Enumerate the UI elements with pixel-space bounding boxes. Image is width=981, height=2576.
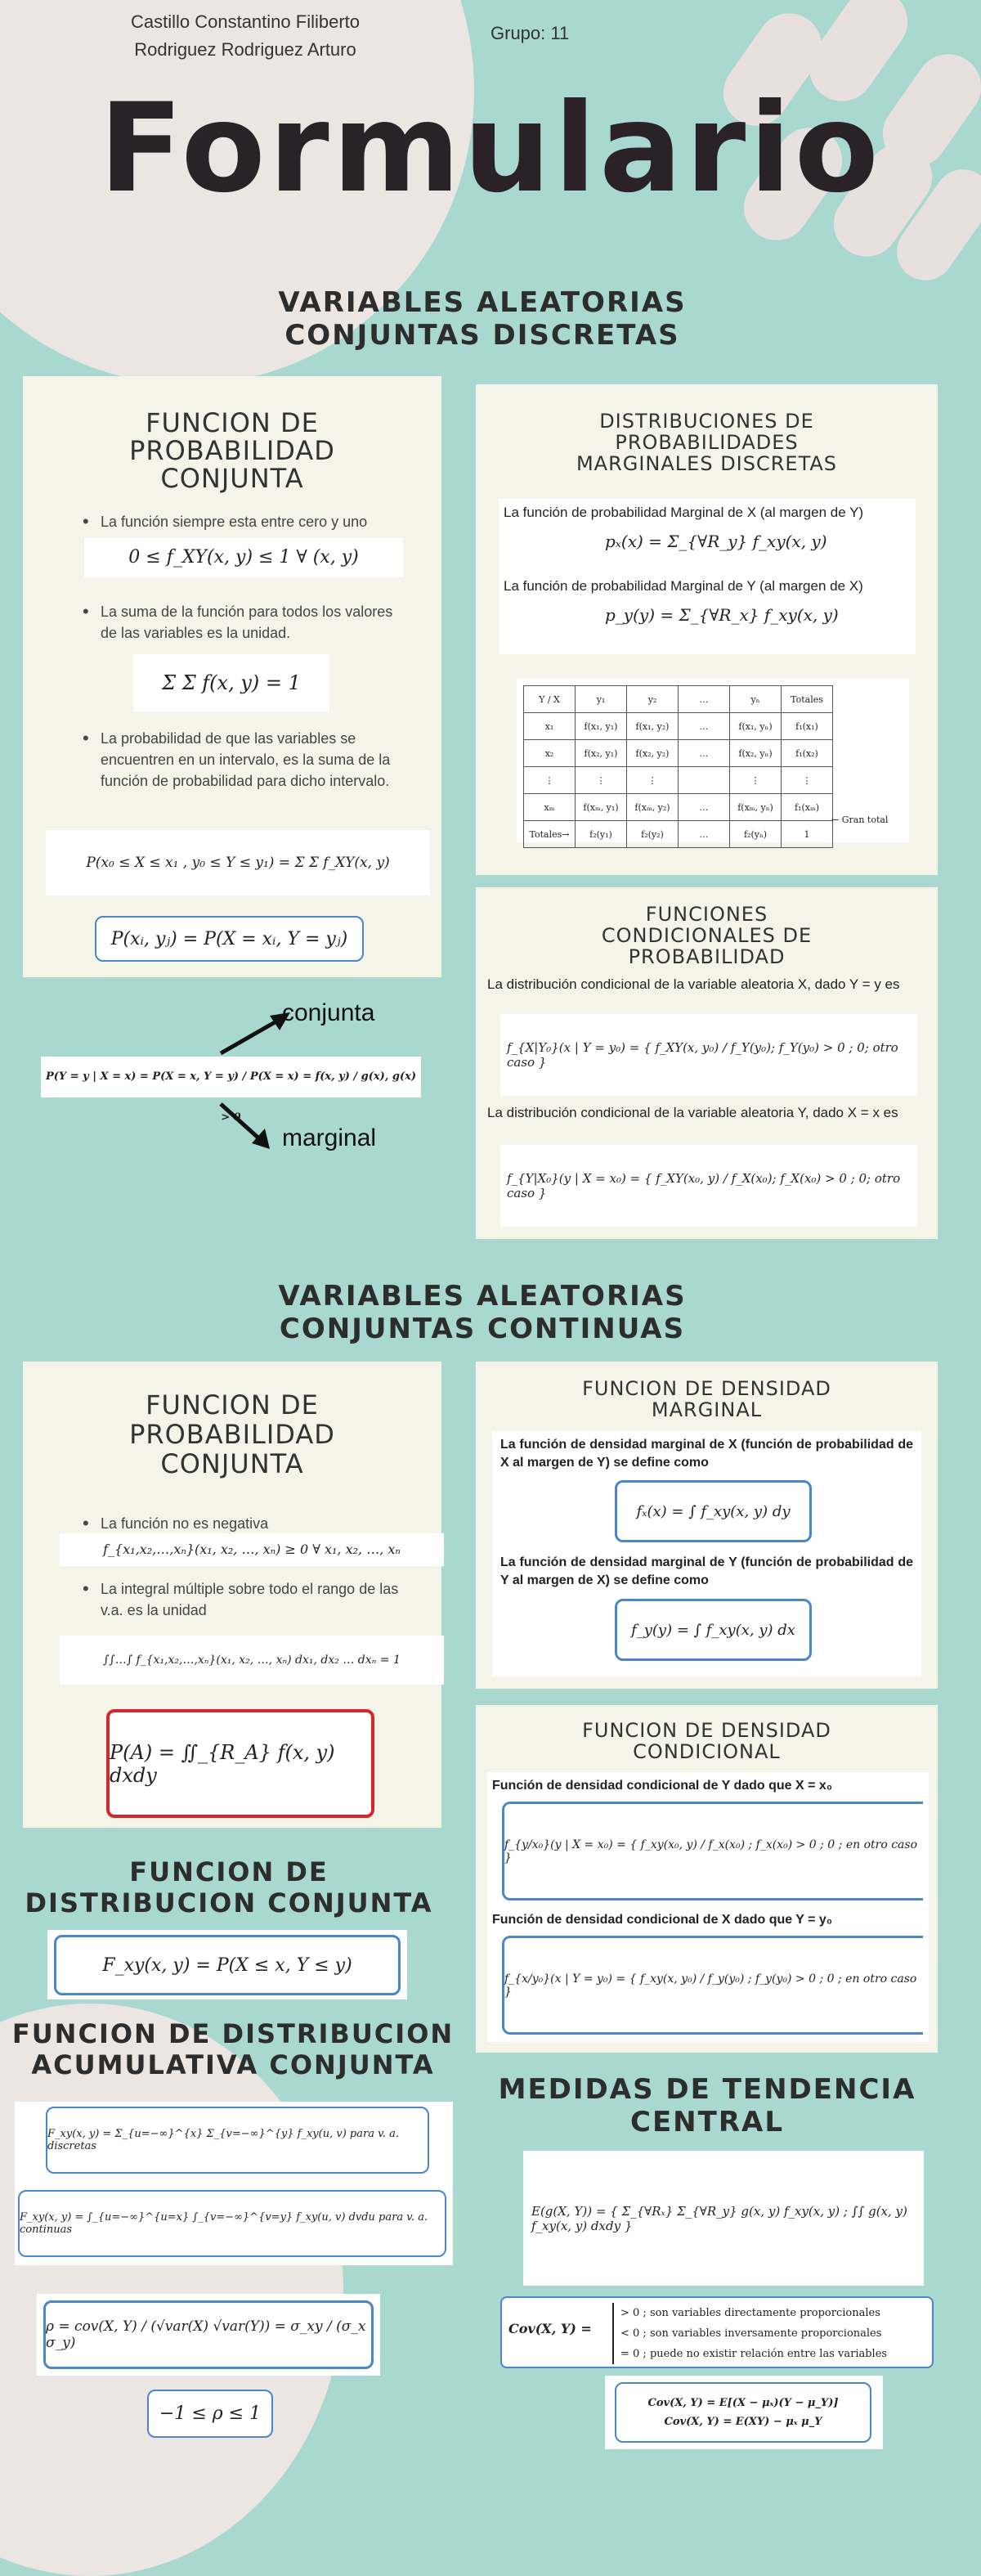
conditional-x-text: La distribución condicional de la variable aleatoria X, dado Y = y es	[487, 976, 900, 992]
formula-joint-distribution: F_xy(x, y) = P(X ≤ x, Y ≤ y)	[54, 1935, 401, 1995]
section-title-central-tendency	[490, 2073, 924, 2138]
table-cell: …	[679, 821, 730, 848]
formula-marginal-density-x: fₓ(x) = ∫ f_xy(x, y) dy	[615, 1480, 812, 1542]
section-title-line: FUNCION DE DISTRIBUCION	[11, 2018, 455, 2049]
table-cell: f(x₂, yₙ)	[730, 740, 782, 767]
table-cell: ⋮	[524, 767, 576, 794]
table-cell: ⋮	[730, 767, 782, 794]
table-cell: x₁	[524, 713, 576, 740]
card-title-line: FUNCIONES	[645, 903, 768, 926]
marginal-formulas-panel	[499, 499, 916, 654]
table-cell: f₂(y₁)	[576, 821, 627, 848]
card-title	[476, 411, 938, 474]
bullet-text: • La función no es negativa	[101, 1513, 411, 1534]
table-row	[524, 767, 833, 794]
covariance-label: Cov(X, Y) =	[508, 2321, 592, 2336]
cumulative-formula-panel	[15, 2102, 453, 2265]
bullet-text: • La probabilidad de que las variables se encuentren en un intervalo, es la suma de la función de probabilidad para dicho intervalo.	[101, 728, 411, 792]
covariance-case-zero: = 0 ; puede no existir relación entre las variables	[620, 2348, 888, 2360]
table-cell: …	[679, 713, 730, 740]
table-cell: f₂(yₙ)	[730, 821, 782, 848]
formula-correlation: ρ = cov(X, Y) / (√var(X) √var(Y)) = σ_xy / (σ_x σ_y)	[43, 2300, 374, 2369]
card-title	[476, 1720, 938, 1762]
covariance-panel	[500, 2296, 934, 2368]
formula-interval-probability: P(x₀ ≤ X ≤ x₁ , y₀ ≤ Y ≤ y₁) = Σ Σ f_XY(x, y)	[46, 830, 430, 895]
arrow-down-head	[252, 1129, 270, 1149]
conditional-density-x-text: Función de densidad condicional de X dado que Y = y₀	[492, 1913, 833, 1927]
card-title-line: FUNCION DE DENSIDAD	[582, 1719, 831, 1742]
card-title-line: MARGINALES DISCRETAS	[576, 452, 838, 475]
section-title-line: CONJUNTAS DISCRETAS	[284, 319, 680, 352]
covariance-definition-box	[615, 2382, 871, 2443]
covariance-case-positive: > 0 ; son variables directamente proporcionales	[620, 2307, 880, 2319]
card-title	[476, 1378, 938, 1420]
formula-expectation: E(g(X, Y)) = { Σ_{∀Rₓ} Σ_{∀R_y} g(x, y) f_xy(x, y) ; ∫∫ g(x, y) f_xy(x, y) dxdy }	[523, 2151, 924, 2286]
table-cell: f₁(x₂)	[782, 740, 833, 767]
table-cell: x₂	[524, 740, 576, 767]
marginal-table	[523, 685, 833, 848]
section-title-line: VARIABLES ALEATORIAS	[278, 286, 687, 319]
card-title-line: FUNCION DE DENSIDAD	[582, 1377, 831, 1400]
table-cell: f(xₘ, y₂)	[627, 794, 679, 821]
formula-integral-unity: ∫∫…∫ f_{x₁,x₂,…,xₙ}(x₁, x₂, …, xₙ) dx₁, dx₂ … dxₙ = 1	[60, 1636, 444, 1685]
distribution-formula-panel	[47, 1930, 407, 1999]
table-cell: ⋮	[782, 767, 833, 794]
table-row	[524, 740, 833, 767]
card-title-line: FUNCION DE	[146, 407, 319, 438]
card-title-line: CONJUNTA	[160, 463, 304, 494]
table-cell: xₘ	[524, 794, 576, 821]
label-conjunta: conjunta	[282, 999, 375, 1026]
page-title: Formulario	[99, 78, 882, 220]
section-title-continuous	[164, 1280, 801, 1345]
formula-conditional-relation: P(Y = y | X = x) = P(X = x, Y = y) / P(X = x) = f(x, y) / g(x), g(x) > 0	[41, 1057, 421, 1097]
card-discrete-conditional	[476, 887, 938, 1239]
table-row	[524, 713, 833, 740]
table-row	[524, 794, 833, 821]
table-cell: f₁(x₁)	[782, 713, 833, 740]
background-blob-bottom	[0, 2004, 343, 2576]
section-title-cumulative	[0, 2018, 466, 2080]
section-title-line: VARIABLES ALEATORIAS	[278, 1280, 687, 1313]
card-title	[23, 409, 441, 492]
card-title-line: PROBABILIDAD	[129, 1419, 335, 1450]
arrow-up-line	[221, 1018, 282, 1053]
card-discrete-joint-probability	[23, 376, 441, 977]
table-cell: f₁(xₘ)	[782, 794, 833, 821]
formula-marginal-x: pₓ(x) = Σ_{∀R_y} f_xy(x, y)	[605, 532, 827, 551]
formula-non-negative: f_{x₁,x₂,…,xₙ}(x₁, x₂, …, xₙ) ≥ 0 ∀ x₁, x₂, …, xₙ	[60, 1533, 444, 1566]
arrow-down-line	[221, 1104, 262, 1141]
table-cell: ⋮	[576, 767, 627, 794]
table-cell: f(x₁, yₙ)	[730, 713, 782, 740]
card-title-line: CONJUNTA	[160, 1448, 304, 1479]
card-title-line: FUNCION DE	[146, 1389, 319, 1420]
table-cell: f(xₘ, yₙ)	[730, 794, 782, 821]
author-name: Rodriguez Rodriguez Arturo	[134, 39, 356, 60]
formula-probability-region: P(A) = ∬_{R_A} f(x, y) dxdy	[106, 1709, 374, 1818]
card-discrete-marginal	[476, 384, 938, 875]
table-header-cell: y₁	[576, 686, 627, 713]
section-title-line: MEDIDAS DE TENDENCIA	[498, 2073, 916, 2106]
section-title-line: FUNCION DE	[129, 1856, 329, 1887]
table-cell: …	[679, 794, 730, 821]
formula-conditional-density-y: f_{y/x₀}(y | X = x₀) = { f_xy(x₀, y) / f_x(x₀) ; f_x(x₀) > 0 ; 0 ; en otro caso }	[502, 1802, 923, 1901]
section-title-line: CONJUNTAS CONTINUAS	[279, 1313, 686, 1345]
formula-marginal-density-y: f_y(y) = ∫ f_xy(x, y) dx	[615, 1599, 812, 1661]
card-title	[476, 904, 938, 967]
marginal-density-panel	[492, 1431, 921, 1676]
table-cell	[679, 767, 730, 794]
table-cell: …	[679, 740, 730, 767]
card-title-line: CONDICIONAL	[633, 1740, 781, 1763]
covariance-definition-panel	[605, 2376, 883, 2449]
marginal-table-panel	[517, 679, 909, 842]
marginal-y-text: La función de probabilidad Marginal de Y (al margen de X)	[504, 578, 863, 594]
bullet-text: • La función siempre esta entre cero y uno	[101, 511, 428, 532]
table-cell: f(x₂, y₂)	[627, 740, 679, 767]
marginal-density-x-text: La función de densidad marginal de X (función de probabilidad de X al margen de Y) se define como	[500, 1438, 913, 1470]
formula-cumulative-discrete: F_xy(x, y) = Σ_{u=−∞}^{x} Σ_{v=−∞}^{y} f_xy(u, v) para v. a. discretas	[46, 2107, 429, 2174]
covariance-case-negative: < 0 ; son variables inversamente proporcionales	[620, 2327, 882, 2340]
card-title-line: CONDICIONALES DE	[601, 924, 813, 947]
table-cell: f₂(y₂)	[627, 821, 679, 848]
table-header-cell: …	[679, 686, 730, 713]
grand-total-label: ← Gran total	[831, 815, 889, 825]
card-title-line: PROBABILIDAD	[628, 945, 786, 968]
author-name: Castillo Constantino Filiberto	[130, 11, 361, 32]
section-title-discrete	[164, 286, 801, 352]
formula-conditional-y: f_{Y|X₀}(y | X = x₀) = { f_XY(x₀, y) / f_X(x₀); f_X(x₀) > 0 ; 0; otro caso }	[500, 1145, 917, 1227]
table-header-cell: yₙ	[730, 686, 782, 713]
card-title-line: DISTRIBUCIONES DE	[599, 410, 814, 433]
section-title-distribution	[0, 1856, 458, 1919]
bullet-text: • La integral múltiple sobre todo el rango de las v.a. es la unidad	[101, 1578, 411, 1621]
table-cell: 1	[782, 821, 833, 848]
formula-conditional-x: f_{X|Y₀}(x | Y = y₀) = { f_XY(x, y₀) / f_Y(y₀); f_Y(y₀) > 0 ; 0; otro caso }	[500, 1014, 917, 1096]
table-cell: f(x₁, y₂)	[627, 713, 679, 740]
formula-sum-unity: Σ Σ f(x, y) = 1	[133, 654, 329, 711]
table-cell: ⋮	[627, 767, 679, 794]
table-cell: f(x₂, y₁)	[576, 740, 627, 767]
label-marginal: marginal	[282, 1124, 377, 1151]
card-title-line: PROBABILIDAD	[129, 435, 335, 466]
covariance-cases	[612, 2303, 887, 2364]
formula-conditional-density-x: f_{x/y₀}(x | Y = y₀) = { f_xy(x, y₀) / f_y(y₀) ; f_y(y₀) > 0 ; 0 ; en otro caso }	[502, 1936, 923, 2035]
marginal-density-y-text: La función de densidad marginal de Y (función de probabilidad de Y al margen de X) se define como	[500, 1555, 913, 1587]
conditional-y-text: La distribución condicional de la variable aleatoria Y, dado X = x es	[487, 1105, 898, 1120]
card-conditional-density	[476, 1705, 938, 2053]
table-row	[524, 821, 833, 848]
table-cell: f(x₁, y₁)	[576, 713, 627, 740]
table-cell: Totales→	[524, 821, 576, 848]
table-row	[524, 686, 833, 713]
card-title-line: PROBABILIDADES	[615, 431, 799, 454]
section-title-line: ACUMULATIVA CONJUNTA	[31, 2049, 435, 2080]
formula-cumulative-continuous: F_xy(x, y) = ∫_{u=−∞}^{u=x} ∫_{v=−∞}^{v=y} f_xy(u, v) dvdu para v. a. continuas	[18, 2190, 446, 2257]
table-header-cell: Y / X	[524, 686, 576, 713]
table-header-cell: y₂	[627, 686, 679, 713]
conditional-density-panel	[487, 1772, 929, 2042]
card-title	[23, 1390, 441, 1479]
formula-covariance-2: Cov(X, Y) = E(XY) − μₓ μ_Y	[664, 2416, 822, 2428]
formula-range: 0 ≤ f_XY(x, y) ≤ 1 ∀ (x, y)	[84, 538, 403, 577]
formula-marginal-y: p_y(y) = Σ_{∀R_x} f_xy(x, y)	[605, 605, 839, 625]
group-label: Grupo: 11	[490, 23, 570, 43]
card-continuous-joint-probability	[23, 1362, 441, 1828]
correlation-formula-panel	[37, 2294, 380, 2376]
section-title-line: DISTRIBUCION CONJUNTA	[25, 1887, 433, 1919]
correlation-range: −1 ≤ ρ ≤ 1	[147, 2390, 273, 2438]
table-header-cell: Totales	[782, 686, 833, 713]
card-marginal-density	[476, 1362, 938, 1689]
conditional-density-y-text: Función de densidad condicional de Y dado que X = x₀	[492, 1779, 833, 1793]
section-title-line: CENTRAL	[630, 2106, 784, 2138]
table-cell: f(xₘ, y₁)	[576, 794, 627, 821]
formula-point-probability: P(xᵢ, yⱼ) = P(X = xᵢ, Y = yⱼ)	[95, 916, 364, 962]
card-title-line: MARGINAL	[651, 1398, 763, 1421]
marginal-x-text: La función de probabilidad Marginal de X (al margen de Y)	[504, 505, 864, 520]
formula-covariance-1: Cov(X, Y) = E[(X − μₓ)(Y − μ_Y)]	[647, 2397, 839, 2409]
bullet-text: • La suma de la función para todos los valores de las variables es la unidad.	[101, 601, 411, 644]
